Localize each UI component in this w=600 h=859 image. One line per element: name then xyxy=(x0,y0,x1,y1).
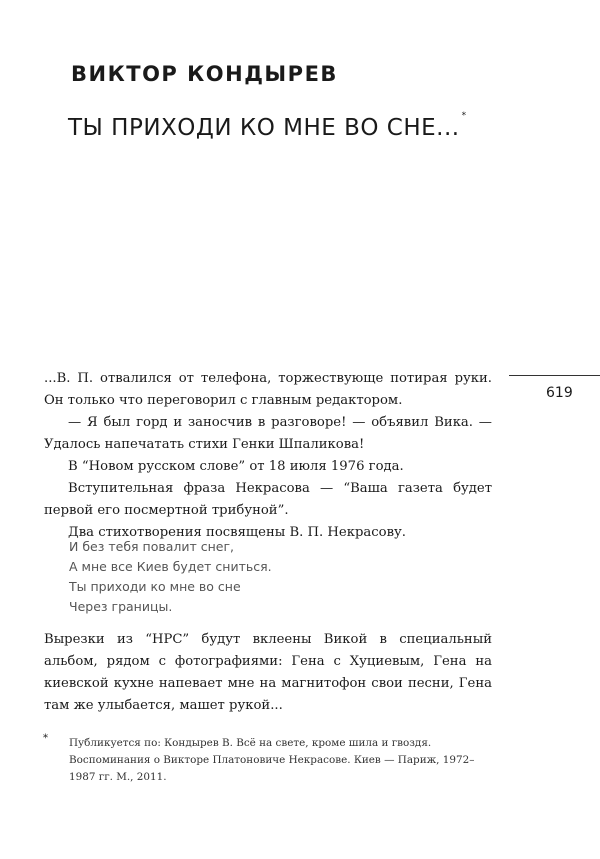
paragraph: ...В. П. отвалился от телефона, торжествующе потирая руки. Он только что переговорил с главным редактором. xyxy=(44,371,492,408)
footnote-reference: * xyxy=(461,111,467,121)
page-number-rule xyxy=(509,375,600,376)
poem-line: Ты приходи ко мне во сне xyxy=(69,579,241,594)
footnote-marker: * xyxy=(43,733,48,744)
paragraph: Вырезки из “НРС” будут вклеены Викой в специальный альбом, рядом с фотографиями: Гена с Хуциевым, Гена на киевской кухне напевает мне на магнитофон свои песни, Гена там же улыбается, машет рукой... xyxy=(44,632,492,713)
paragraph: В “Новом русском слове” от 18 июля 1976 года. xyxy=(68,459,404,474)
paragraph: — Я был горд и заносчив в разговоре! — объявил Вика. — Удалось напечатать стихи Генки Шпаликова! xyxy=(44,415,492,452)
paragraph: Вступительная фраза Некрасова — “Ваша газета будет первой его посмертной трибуной”. xyxy=(44,481,492,518)
poem-line: Через границы. xyxy=(69,599,173,614)
poem-line: А мне все Киев будет сниться. xyxy=(69,559,272,574)
author-name: ВИКТОР КОНДЫРЕВ xyxy=(71,62,338,86)
chapter-title xyxy=(68,111,467,141)
footnote: Публикуется по: Кондырев В. Всё на свете, кроме шила и гвоздя. Воспоминания о Викторе Платоновиче Некрасове. Киев — Париж, 1972–1987 гг. М., 2011. xyxy=(69,737,475,783)
poem-excerpt xyxy=(69,537,272,617)
poem-line: И без тебя повалит снег, xyxy=(69,539,235,554)
page-number: 619 xyxy=(546,385,573,401)
chapter-title-text: ТЫ ПРИХОДИ КО МНЕ ВО СНЕ... xyxy=(68,115,460,141)
body-text xyxy=(44,368,492,544)
paragraph: Два стихотворения посвящены В. П. Некрасову. xyxy=(68,525,406,540)
closing-text xyxy=(44,629,492,717)
